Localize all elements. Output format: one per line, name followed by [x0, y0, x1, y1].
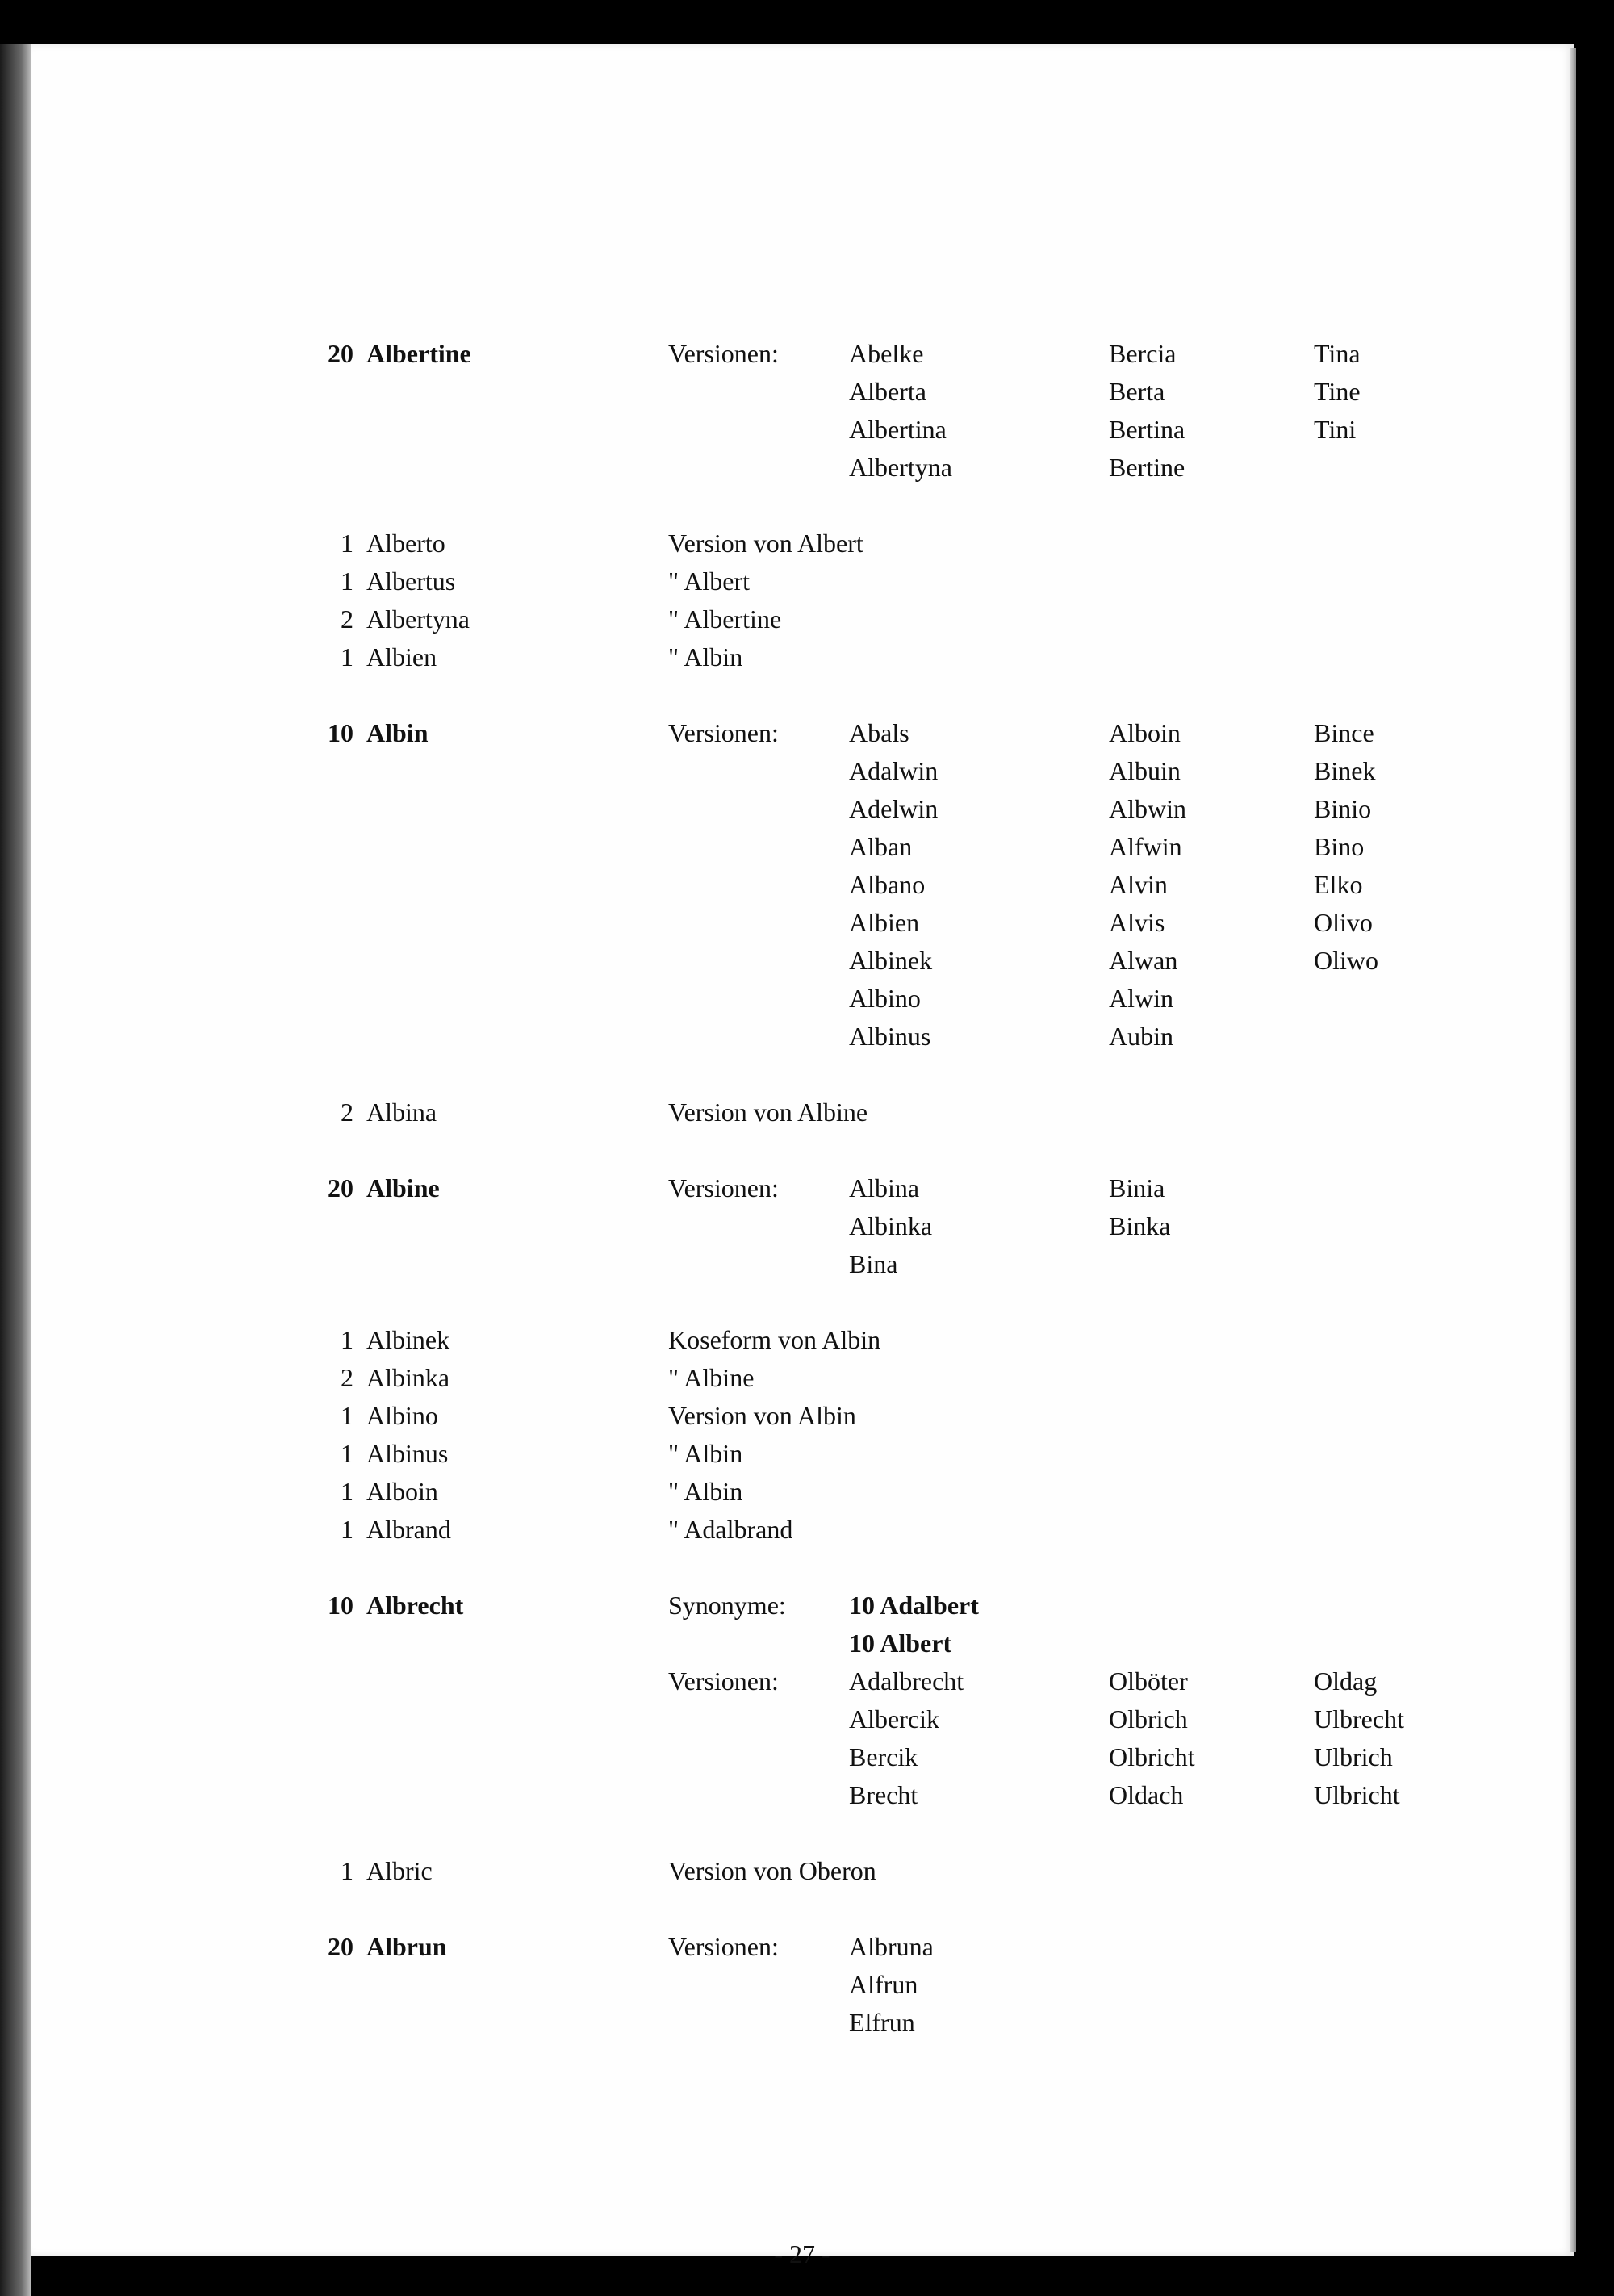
variant-col-2: Aubin	[1109, 1022, 1173, 1051]
variant-col-3: Tini	[1314, 415, 1357, 444]
entry-frequency: 1	[341, 1515, 353, 1544]
variant-col-2: Bertina	[1109, 415, 1185, 444]
variant-col-1: Alfrun	[849, 1970, 918, 1999]
entry-name: Albinus	[366, 1439, 449, 1468]
variant-col-1: Abelke	[849, 339, 924, 368]
entry-continuation-row	[31, 1245, 1574, 1283]
variant-col-2: Berta	[1109, 377, 1165, 406]
variant-col-3: Ulbrecht	[1314, 1704, 1404, 1734]
variant-col-2: Olbrich	[1109, 1704, 1188, 1734]
variant-col-1: Albano	[849, 870, 926, 899]
entry-frequency: 20	[328, 339, 353, 368]
variant-col-3: Ulbrich	[1314, 1742, 1393, 1771]
entry-name: Albino	[366, 1401, 438, 1430]
entry-continuation-row	[31, 1625, 1574, 1662]
entry-frequency: 1	[341, 1477, 353, 1506]
variant-col-1: Albruna	[849, 1932, 934, 1961]
variant-col-3: Olivo	[1314, 908, 1373, 937]
entry-frequency: 20	[328, 1173, 353, 1202]
variant-col-1: Elfrun	[849, 2008, 915, 2037]
entry-row	[31, 1852, 1574, 1890]
entry-continuation-row	[31, 828, 1574, 866]
entry-info: Version von Oberon	[668, 1856, 876, 1885]
entry-name: Albin	[366, 718, 429, 747]
entry-continuation-row	[31, 1738, 1574, 1776]
entry-frequency: 1	[341, 1325, 353, 1354]
entry-info: Version von Albert	[668, 529, 863, 558]
entry-continuation-row	[31, 752, 1574, 790]
entry-name: Albertus	[366, 567, 456, 596]
entry-info: " Adalbrand	[668, 1515, 793, 1544]
entry-frequency: 1	[341, 642, 353, 671]
variant-col-1: Albertyna	[849, 453, 952, 482]
entry-frequency: 1	[341, 1401, 353, 1430]
variant-col-2: Olbricht	[1109, 1742, 1195, 1771]
entry-frequency: 1	[341, 1856, 353, 1885]
variant-col-1: Albino	[849, 984, 921, 1013]
variant-col-2: Alwin	[1109, 984, 1173, 1013]
variant-col-3: Bince	[1314, 718, 1374, 747]
variant-col-2: Olböter	[1109, 1667, 1188, 1696]
page-number: - 27 -	[774, 2240, 830, 2269]
variant-col-3: Bino	[1314, 832, 1365, 861]
entry-continuation-row	[31, 942, 1574, 980]
variant-col-1: Albinka	[849, 1211, 933, 1240]
variant-col-2: Bercia	[1109, 339, 1177, 368]
entry-info: Koseform von Albin	[668, 1325, 881, 1354]
entry-info: Versionen:	[668, 1932, 779, 1961]
entry-row	[31, 335, 1574, 373]
entry-info: " Albert	[668, 567, 751, 596]
entry-frequency: 10	[328, 1591, 353, 1620]
variant-col-2: Alwan	[1109, 946, 1178, 975]
entry-info: " Albertine	[668, 604, 782, 634]
entry-continuation-row	[31, 1776, 1574, 1814]
entry-frequency: 10	[328, 718, 353, 747]
variant-col-3: Tine	[1314, 377, 1361, 406]
variant-col-2: Albuin	[1109, 756, 1181, 785]
variant-col-3: Oliwo	[1314, 946, 1378, 975]
book-page	[31, 44, 1574, 2269]
entry-row	[31, 1321, 1574, 1359]
entry-continuation-row	[31, 2004, 1574, 2042]
variant-col-3: Elko	[1314, 870, 1363, 899]
variant-col-2: Alvin	[1109, 870, 1168, 899]
variant-col-1: 10 Albert	[849, 1629, 952, 1658]
entry-info: Version von Albin	[668, 1401, 856, 1430]
entry-continuation-row	[31, 1662, 1574, 1700]
page-edge	[1570, 48, 1576, 2252]
entry-info: Versionen:	[668, 1667, 779, 1696]
entry-info: " Albin	[668, 1439, 743, 1468]
entry-info: Versionen:	[668, 1173, 779, 1202]
entry-row	[31, 562, 1574, 600]
entry-name: Albertine	[366, 339, 471, 368]
entry-info: " Albin	[668, 1477, 743, 1506]
entry-row	[31, 638, 1574, 676]
entry-frequency: 1	[341, 567, 353, 596]
variant-col-2: Alboin	[1109, 718, 1181, 747]
variant-col-1: Abals	[849, 718, 909, 747]
entry-name: Albertyna	[366, 604, 470, 634]
entry-continuation-row	[31, 1700, 1574, 1738]
variant-col-2: Alfwin	[1109, 832, 1182, 861]
variant-col-2: Binia	[1109, 1173, 1165, 1202]
variant-col-2: Binka	[1109, 1211, 1171, 1240]
variant-col-1: Adelwin	[849, 794, 939, 823]
variant-col-1: Alberta	[849, 377, 926, 406]
entry-info: Synonyme:	[668, 1591, 786, 1620]
entry-frequency: 2	[341, 604, 353, 634]
entry-info: Versionen:	[668, 339, 779, 368]
entry-info: Version von Albine	[668, 1098, 868, 1127]
entry-row	[31, 1397, 1574, 1435]
variant-col-2: Albwin	[1109, 794, 1186, 823]
variant-col-1: Alban	[849, 832, 913, 861]
entry-continuation-row	[31, 1207, 1574, 1245]
entry-frequency: 20	[328, 1932, 353, 1961]
variant-col-1: Albina	[849, 1173, 920, 1202]
variant-col-3: Binio	[1314, 794, 1372, 823]
variant-col-1: Albertina	[849, 415, 947, 444]
entry-name: Albinek	[366, 1325, 450, 1354]
entry-frequency: 2	[341, 1098, 353, 1127]
entry-info: Versionen:	[668, 718, 779, 747]
entry-name: Albrand	[366, 1515, 451, 1544]
entry-continuation-row	[31, 1018, 1574, 1056]
entry-row	[31, 1587, 1574, 1625]
variant-col-1: Brecht	[849, 1780, 918, 1809]
entry-name: Alberto	[366, 529, 445, 558]
variant-col-3: Oldag	[1314, 1667, 1378, 1696]
variant-col-1: Bina	[849, 1249, 898, 1278]
variant-col-3: Ulbricht	[1314, 1780, 1400, 1809]
entry-frequency: 2	[341, 1363, 353, 1392]
entry-info: " Albine	[668, 1363, 755, 1392]
entry-continuation-row	[31, 866, 1574, 904]
variant-col-1: Adalbrecht	[849, 1667, 964, 1696]
entry-continuation-row	[31, 980, 1574, 1018]
entry-name: Albrun	[366, 1932, 447, 1961]
variant-col-1: Albinek	[849, 946, 933, 975]
variant-col-2: Oldach	[1109, 1780, 1184, 1809]
variant-col-1: Adalwin	[849, 756, 939, 785]
entry-continuation-row	[31, 904, 1574, 942]
entry-name: Alboin	[366, 1477, 438, 1506]
variant-col-2: Alvis	[1109, 908, 1165, 937]
variant-col-1: Bercik	[849, 1742, 918, 1771]
variant-col-1: Albercik	[849, 1704, 939, 1734]
entry-name: Albien	[366, 642, 437, 671]
entry-row	[31, 525, 1574, 562]
entry-continuation-row	[31, 449, 1574, 487]
entry-name: Albina	[366, 1098, 437, 1127]
entry-info: " Albin	[668, 642, 743, 671]
entry-continuation-row	[31, 790, 1574, 828]
variant-col-2: Bertine	[1109, 453, 1185, 482]
entry-row	[31, 1359, 1574, 1397]
entry-row	[31, 1928, 1574, 1966]
entry-row	[31, 1094, 1574, 1131]
entry-row	[31, 1169, 1574, 1207]
entry-name: Albric	[366, 1856, 433, 1885]
book-spine	[0, 44, 31, 2296]
entry-continuation-row	[31, 373, 1574, 411]
variant-col-1: 10 Adalbert	[849, 1591, 979, 1620]
variant-col-3: Binek	[1314, 756, 1376, 785]
entry-row	[31, 1473, 1574, 1511]
entry-name: Albine	[366, 1173, 440, 1202]
entry-continuation-row	[31, 1966, 1574, 2004]
entry-row	[31, 714, 1574, 752]
name-dictionary-entries	[31, 44, 1574, 2256]
variant-col-1: Albien	[849, 908, 920, 937]
entry-row	[31, 600, 1574, 638]
entry-name: Albrecht	[366, 1591, 464, 1620]
entry-frequency: 1	[341, 1439, 353, 1468]
entry-frequency: 1	[341, 529, 353, 558]
entry-row	[31, 1511, 1574, 1549]
entry-row	[31, 1435, 1574, 1473]
entry-continuation-row	[31, 411, 1574, 449]
variant-col-3: Tina	[1314, 339, 1361, 368]
entry-name: Albinka	[366, 1363, 450, 1392]
variant-col-1: Albinus	[849, 1022, 931, 1051]
